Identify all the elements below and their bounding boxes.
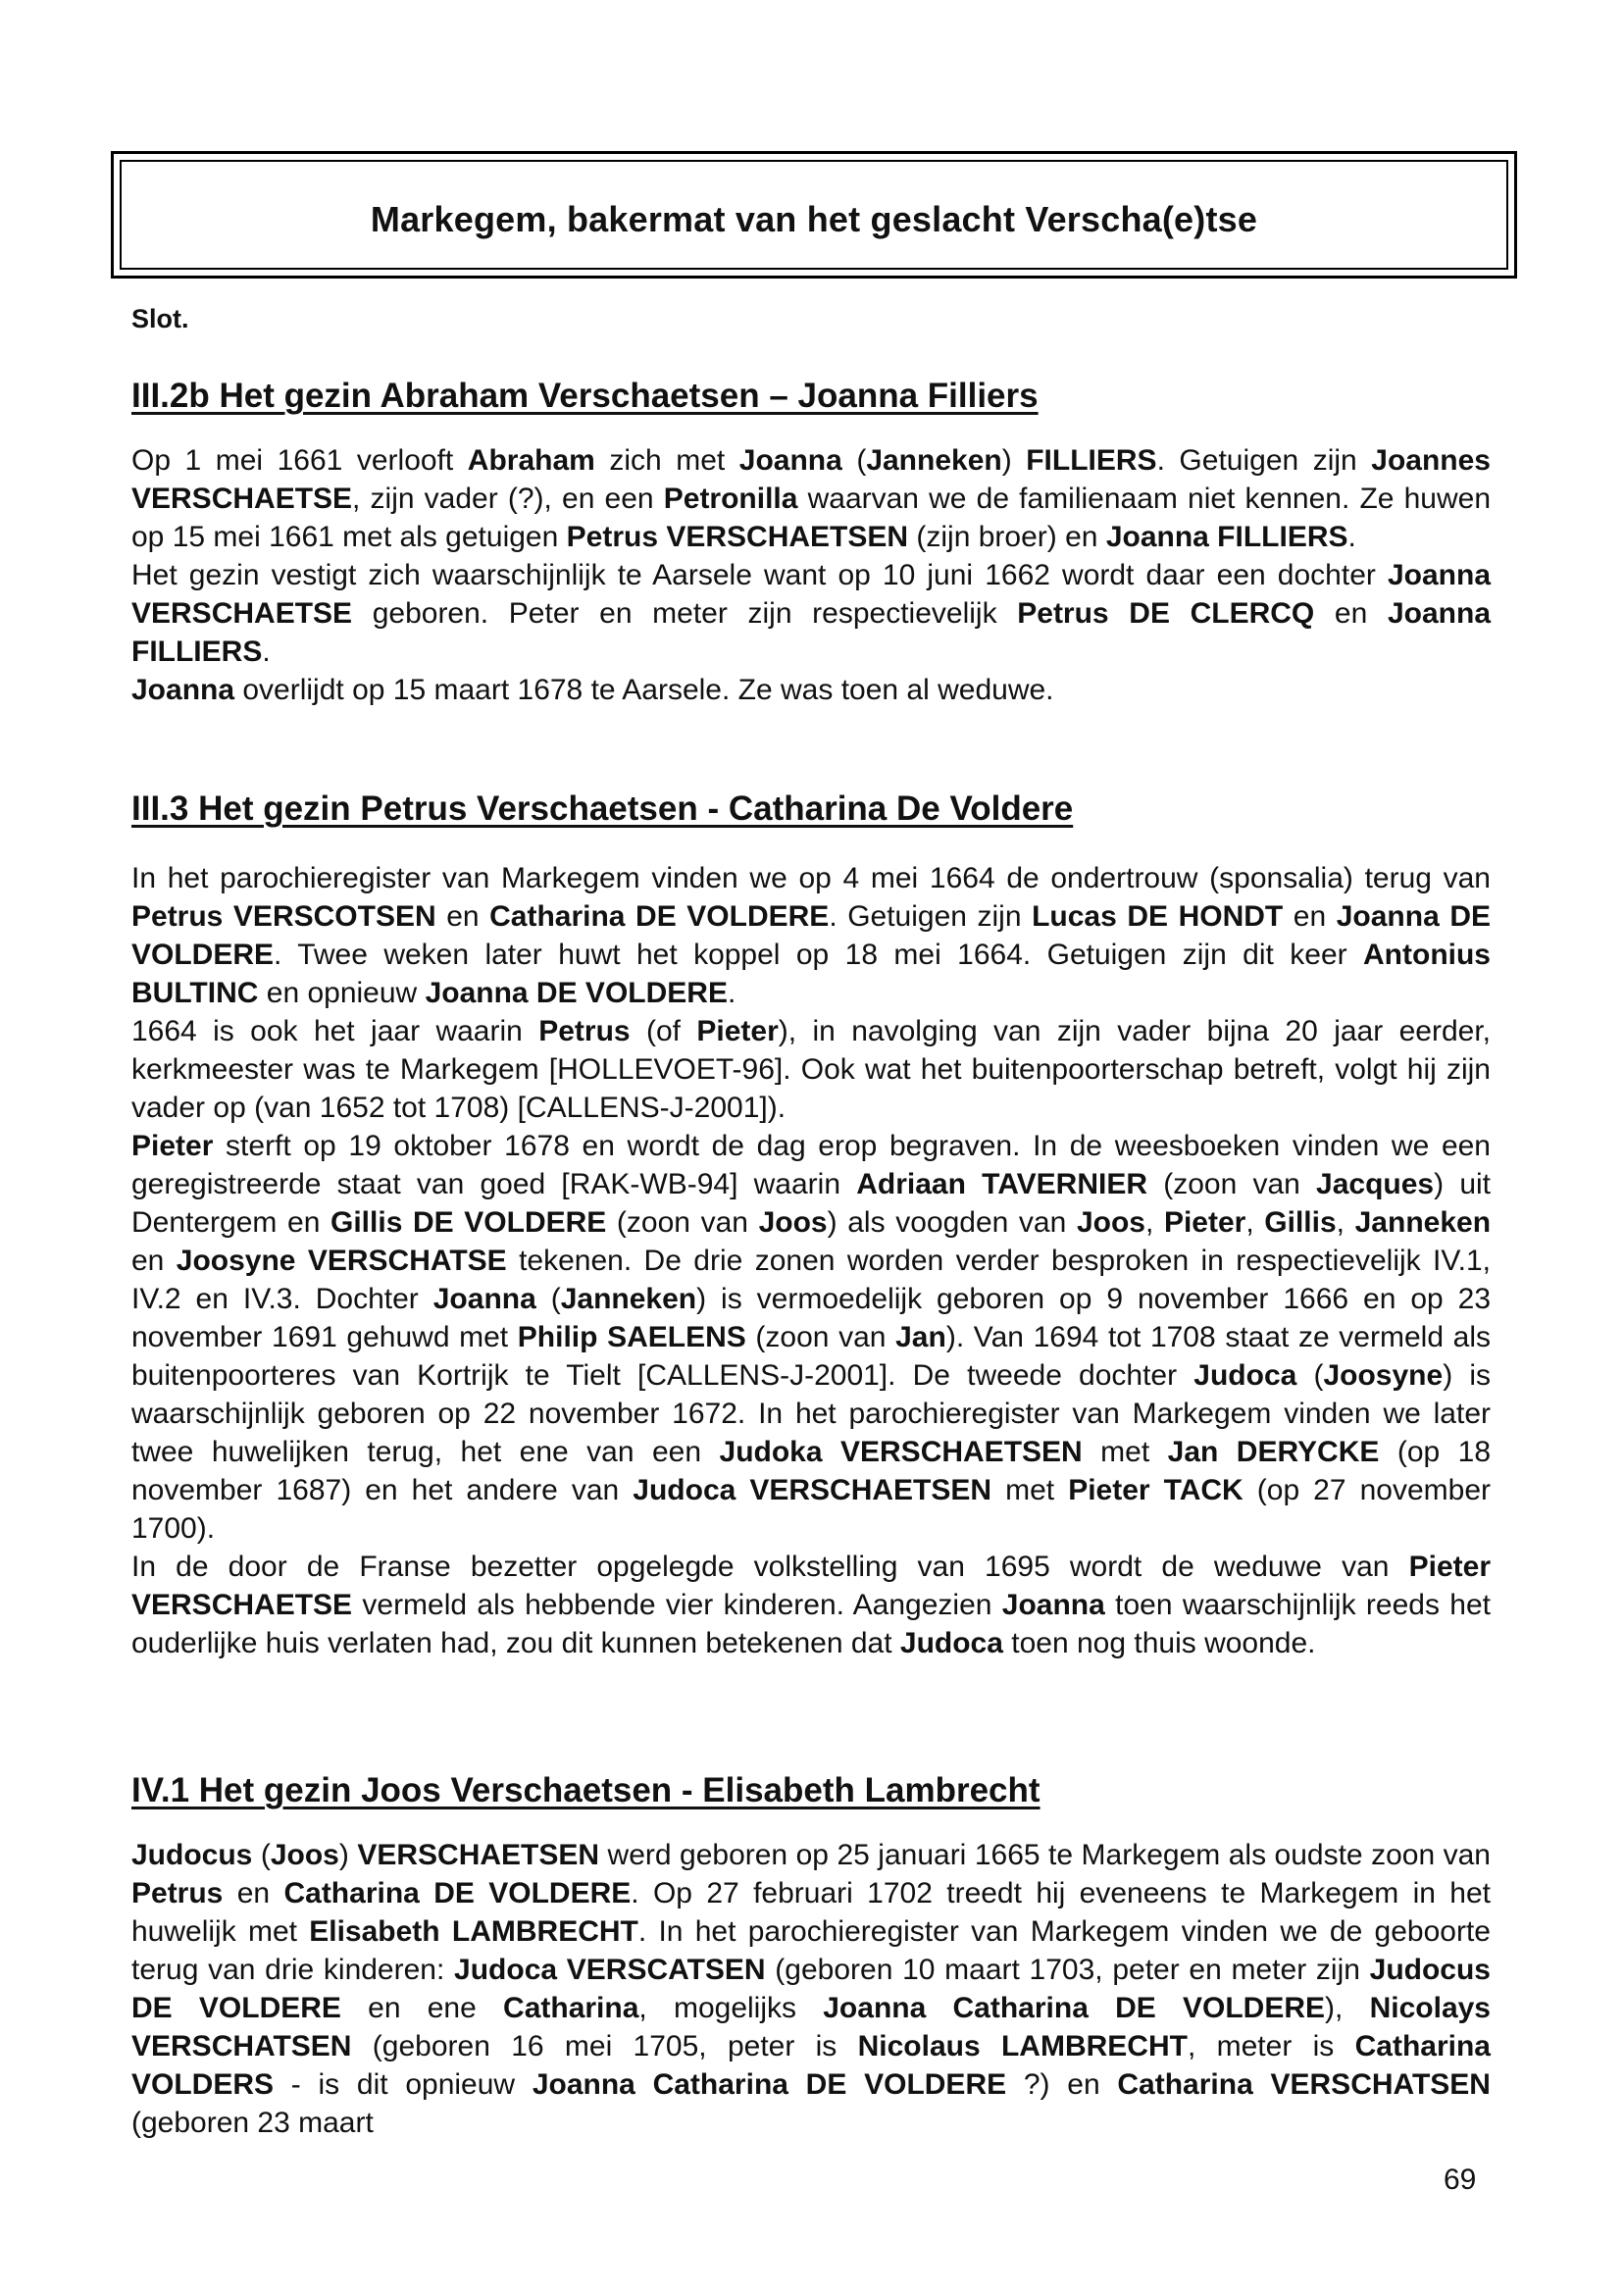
paragraph — [131, 859, 1491, 1012]
bold-name-run: Joanna VERSCHAETSE — [131, 559, 1491, 630]
paragraph — [131, 441, 1491, 556]
text-run: , — [1336, 1206, 1355, 1239]
bold-name-run: Judoca VERSCATSEN — [454, 1954, 766, 1986]
text-run: 1664 is ook het jaar waarin — [131, 1015, 539, 1047]
bold-name-run: Joanna FILLIERS — [131, 597, 1491, 668]
slot-label: Slot. — [131, 304, 189, 333]
text-run: (op 18 november 1687) en het andere van — [131, 1436, 1492, 1506]
bold-name-run: Abraham — [467, 444, 595, 477]
bold-name-run: Pieter — [1163, 1206, 1246, 1239]
text-run: . Twee weken later huwt het koppel op 18 mei 1664. Getuigen zijn dit keer — [274, 939, 1364, 971]
text-run: ( — [841, 444, 867, 477]
bold-name-run: Joannes VERSCHAETSE — [131, 444, 1491, 515]
bold-name-run: Catharina VERSCHATSEN — [1117, 2068, 1491, 2101]
bold-name-run: Catharina DE VOLDERE — [283, 1877, 632, 1909]
bold-name-run: Judoka VERSCHAETSEN — [719, 1436, 1083, 1468]
page-title: Markegem, bakermat van het geslacht Verscha(e)tse — [370, 199, 1258, 239]
text-run: (geboren 23 maart — [131, 2107, 374, 2139]
text-run: en — [223, 1877, 284, 1909]
bold-name-run: Petrus DE CLERCQ — [1017, 597, 1315, 630]
paragraph — [131, 1548, 1491, 1662]
bold-name-run: Joanna — [131, 674, 235, 706]
bold-name-run: Pieter — [131, 1130, 214, 1162]
text-run: , zijn vader (?), en een — [352, 483, 664, 515]
bold-name-run: Petrus — [538, 1015, 631, 1047]
bold-name-run: Joanna — [738, 444, 842, 477]
bold-name-run: Pieter VERSCHAETSE — [131, 1551, 1491, 1621]
text-run: Op 1 mei 1661 verlooft — [131, 444, 468, 477]
text-run: ( — [252, 1839, 271, 1871]
bold-name-run: Jacques — [1316, 1168, 1435, 1200]
bold-name-run: Gillis — [1264, 1206, 1337, 1239]
text-run: ( — [535, 1283, 561, 1315]
bold-name-run: Joos — [1076, 1206, 1145, 1239]
text-run: en ene — [340, 1992, 504, 2024]
text-run: met — [991, 1474, 1069, 1506]
bold-name-run: Joos — [270, 1839, 339, 1871]
section-iii-3 — [131, 789, 1491, 1662]
bold-name-run: Joanna Catharina DE VOLDERE — [532, 2068, 1007, 2101]
text-run: vermeld als hebbende vier kinderen. Aangezien — [352, 1589, 1002, 1621]
text-run: In het parochieregister van Markegem vinden we op 4 mei 1664 de ondertrouw (sponsalia) terug van — [131, 862, 1491, 894]
text-run: ( — [1296, 1359, 1324, 1392]
bold-name-run: Janneken — [560, 1283, 697, 1315]
text-run: (zoon van — [745, 1321, 896, 1353]
paragraph — [131, 1127, 1491, 1548]
text-run: ). Van 1694 tot 1708 staat ze vermeld als buitenpoorteres van Kortrijk te Tielt [CALLENS-J-2001]. De tweede dochter — [131, 1321, 1491, 1392]
text-run: ), — [1325, 1992, 1370, 2024]
text-run: . In het parochieregister van Markegem vinden we de geboorte terug van drie kinderen: — [131, 1915, 1491, 1986]
text-run: ) — [338, 1839, 358, 1871]
text-run: In de door de Franse bezetter opgelegde volkstelling van 1695 wordt de weduwe van — [131, 1551, 1409, 1583]
text-run: . — [727, 977, 736, 1009]
text-run: en opnieuw — [258, 977, 426, 1009]
section-iii-2b — [131, 377, 1491, 709]
bold-name-run: Janneken — [866, 444, 1002, 477]
bold-name-run: Pieter TACK — [1068, 1474, 1243, 1506]
text-run: . — [262, 636, 271, 668]
bold-name-run: FILLIERS — [1026, 444, 1157, 477]
bold-name-run: Judocus — [131, 1839, 253, 1871]
text-run: ) is vermoedelijk geboren op 9 november 1666 en op 23 november 1691 gehuwd met — [131, 1283, 1492, 1353]
text-run: (op 27 november 1700). — [131, 1474, 1491, 1545]
text-run: (zoon van — [606, 1206, 759, 1239]
bold-name-run: Joanna — [1001, 1589, 1105, 1621]
text-run: , mogelijks — [638, 1992, 824, 2024]
text-run: Het gezin vestigt zich waarschijnlijk te Aarsele want op 10 juni 1662 wordt daar een dochter — [131, 559, 1388, 591]
bold-name-run: Antonius BULTINC — [131, 939, 1491, 1009]
section-iv-1 — [131, 1771, 1491, 2142]
text-run: (zijn broer) en — [908, 521, 1106, 553]
text-run: ) — [1001, 444, 1027, 477]
bold-name-run: Joos — [758, 1206, 828, 1239]
bold-name-run: Joanna Catharina DE VOLDERE — [823, 1992, 1326, 2024]
text-run: , meter is — [1187, 2030, 1355, 2062]
text-run: overlijdt op 15 maart 1678 te Aarsele. Ze was toen al weduwe. — [234, 674, 1054, 706]
bold-name-run: Lucas DE HONDT — [1032, 900, 1284, 933]
bold-name-run: Jan DERYCKE — [1167, 1436, 1380, 1468]
text-run: sterft op 19 oktober 1678 en wordt de dag erop begraven. In de weesboeken vinden we een geregistreerde staat van goed [RAK-WB-94] waarin — [131, 1130, 1491, 1200]
text-run: (of — [630, 1015, 697, 1047]
paragraph — [131, 1836, 1491, 2142]
bold-name-run: Adriaan TAVERNIER — [856, 1168, 1148, 1200]
text-run: waarvan we de familienaam niet kennen. Ze huwen op 15 mei 1661 met als getuigen — [131, 483, 1492, 553]
bold-name-run: Catharina VOLDERS — [131, 2030, 1491, 2101]
bold-name-run: Pieter — [696, 1015, 779, 1047]
bold-name-run: Petronilla — [663, 483, 798, 515]
text-run: ), in navolging van zijn vader bijna 20 jaar eerder, kerkmeester was te Markegem [HOLLEVOET-96]. Ook wat het buitenpoorterschap betreft, volgt hij zijn vader op (van 1652 tot 1708) [CALLENS-J-2001]). — [131, 1015, 1491, 1124]
bold-name-run: VERSCHAETSEN — [357, 1839, 600, 1871]
text-run: toen waarschijnlijk reeds het ouderlijke huis verlaten had, zou dit kunnen betekenen dat — [131, 1589, 1491, 1659]
bold-name-run: Gillis DE VOLDERE — [330, 1206, 607, 1239]
text-run: - is dit opnieuw — [274, 2068, 533, 2101]
text-run: ) uit Dentergem en — [131, 1168, 1492, 1239]
bold-name-run: Judoca VERSCHAETSEN — [633, 1474, 992, 1506]
text-run: (zoon van — [1147, 1168, 1317, 1200]
text-run: , — [1144, 1206, 1164, 1239]
text-run: tekenen. De drie zonen worden verder besproken in respectievelijk IV.1, IV.2 en IV.3. Dochter — [131, 1245, 1491, 1315]
bold-name-run: Janneken — [1354, 1206, 1492, 1239]
text-run: (geboren 16 mei 1705, peter is — [351, 2030, 858, 2062]
paragraph — [131, 1012, 1491, 1127]
section-body — [131, 859, 1491, 1662]
bold-name-run: Joosyne VERSCHATSE — [176, 1245, 507, 1277]
text-run: . Op 27 februari 1702 treedt hij eveneens te Markegem in het huwelijk met — [131, 1877, 1492, 1948]
bold-name-run: Philip SAELENS — [517, 1321, 746, 1353]
title-frame — [111, 151, 1517, 279]
text-run: . Getuigen zijn — [829, 900, 1033, 933]
text-run: . — [1347, 521, 1356, 553]
text-run: , — [1245, 1206, 1265, 1239]
text-run: ) als voogden van — [827, 1206, 1077, 1239]
bold-name-run: Petrus VERSCOTSEN — [131, 900, 436, 933]
text-run: zich met — [594, 444, 739, 477]
bold-name-run: Judoca — [1193, 1359, 1297, 1392]
bold-name-run: Joosyne — [1323, 1359, 1444, 1392]
text-run: en — [1283, 900, 1337, 933]
bold-name-run: Elisabeth LAMBRECHT — [309, 1915, 638, 1948]
bold-name-run: Joanna FILLIERS — [1105, 521, 1348, 553]
section-body — [131, 1836, 1491, 2142]
bold-name-run: Judoca — [899, 1627, 1003, 1659]
text-run: (geboren 10 maart 1703, peter en meter zijn — [765, 1954, 1370, 1986]
text-run: . Getuigen zijn — [1156, 444, 1372, 477]
bold-name-run: Catharina — [503, 1992, 639, 2024]
bold-name-run: Joanna DE VOLDERE — [425, 977, 728, 1009]
bold-name-run: Nicolays VERSCHATSEN — [131, 1992, 1491, 2062]
section-heading: III.2b Het gezin Abraham Verschaetsen – Joanna Filliers — [131, 377, 1039, 415]
text-run: met — [1082, 1436, 1168, 1468]
bold-name-run: Catharina DE VOLDERE — [489, 900, 830, 933]
text-run: werd geboren op 25 januari 1665 te Markegem als oudste zoon van — [599, 1839, 1491, 1871]
text-run: en — [131, 1245, 177, 1277]
section-body — [131, 441, 1491, 709]
bold-name-run: Petrus — [131, 1877, 224, 1909]
text-run: geboren. Peter en meter zijn respectievelijk — [352, 597, 1018, 630]
text-run: ?) en — [1006, 2068, 1118, 2101]
page-number: 69 — [1444, 2164, 1477, 2196]
section-heading: III.3 Het gezin Petrus Verschaetsen - Catharina De Voldere — [131, 789, 1074, 828]
bold-name-run: Petrus VERSCHAETSEN — [566, 521, 909, 553]
paragraph — [131, 556, 1491, 671]
text-run: en — [1314, 597, 1388, 630]
text-run: en — [435, 900, 490, 933]
bold-name-run: Jan — [895, 1321, 946, 1353]
bold-name-run: Joanna DE VOLDERE — [131, 900, 1491, 971]
bold-name-run: Nicolaus LAMBRECHT — [857, 2030, 1188, 2062]
text-run: toen nog thuis woonde. — [1002, 1627, 1316, 1659]
section-heading: IV.1 Het gezin Joos Verschaetsen - Elisabeth Lambrecht — [131, 1771, 1040, 1809]
text-run: ) is waarschijnlijk geboren op 22 november 1672. In het parochieregister van Markegem vinden we later twee huwelijken terug, het ene van een — [131, 1359, 1492, 1468]
bold-name-run: Joanna — [432, 1283, 536, 1315]
bold-name-run: Judocus DE VOLDERE — [131, 1954, 1491, 2024]
paragraph — [131, 671, 1491, 709]
